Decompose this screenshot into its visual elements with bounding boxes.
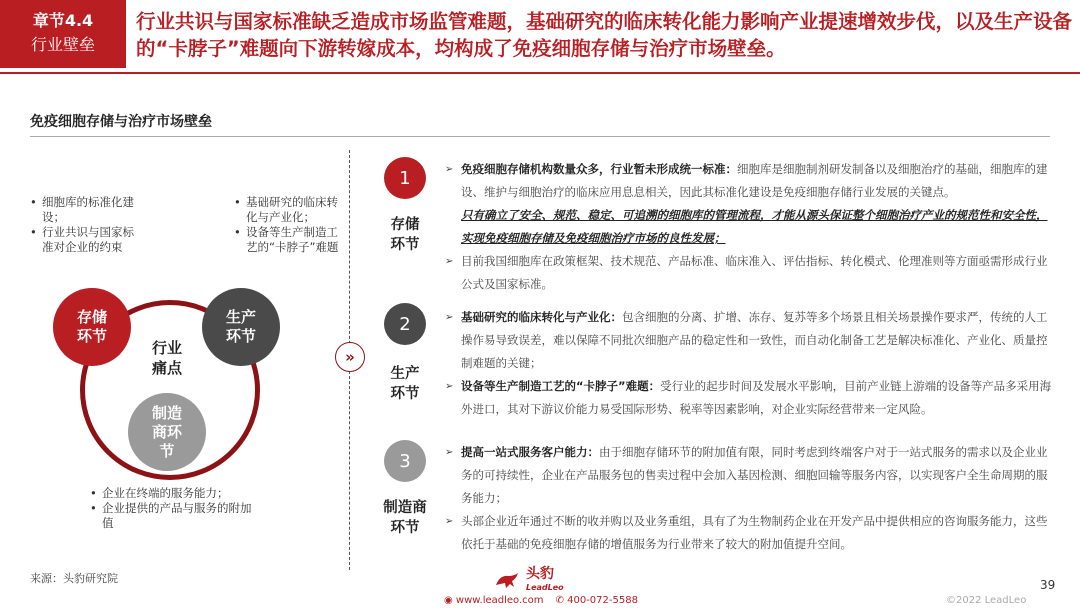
desc-item xyxy=(445,441,1055,510)
leopard-logo-icon xyxy=(494,571,520,591)
section-title: 免疫细胞存储与治疗市场壁垒 xyxy=(30,114,212,130)
desc-item-title: 免疫细胞存储机构数量众多，行业暂未形成统一标准： xyxy=(461,162,737,176)
chapter-badge xyxy=(0,0,126,68)
note-manufacturer xyxy=(90,486,260,531)
desc-item-title: 提高一站式服务客户能力： xyxy=(461,445,599,459)
step-2-circle xyxy=(384,303,426,345)
desc-highlight: 只有确立了安全、规范、稳定、可追溯的细胞库的管理流程，才能从源头保证整个细胞治疗产业的规范性和安全性，实现免疫细胞存储及免疫细胞治疗市场的良性发展； xyxy=(461,208,1048,245)
header-divider xyxy=(0,72,1080,74)
chapter-subtitle: 行业壁垒 xyxy=(30,35,95,54)
page-number: 39 xyxy=(1040,578,1056,592)
desc-item-text: 目前我国细胞库在政策框架、技术规范、产品标准、临床准入、评估指标、转化模式、伦理准则等方面亟需形成行业公式及国家标准。 xyxy=(461,254,1048,291)
step-2-label xyxy=(370,364,440,404)
desc-item-text: 细胞库是细胞制剂研发制备以及细胞治疗的基础，细胞库的建设、维护与细胞治疗的临床应用息息相关，因此其标准化建设是免疫细胞存储行业发展的关键点。 xyxy=(461,162,1048,199)
desc-item xyxy=(445,250,1055,296)
step-3-description xyxy=(445,441,1055,556)
chapter-number: 章节4.4 xyxy=(32,11,94,30)
page-title: 行业共识与国家标准缺乏造成市场监管难题，基础研究的临床转化能力影响产业提速增效步伐，以及生产设备的“卡脖子”难题向下游转嫁成本，均构成了免疫细胞存储与治疗市场壁垒。 xyxy=(136,10,1073,60)
leadleo-logo xyxy=(494,567,564,595)
step-3-label xyxy=(370,498,440,538)
phone-text: 400-072-5588 xyxy=(567,595,638,606)
source-note: 来源：头豹研究院 xyxy=(30,572,118,585)
note-item: • 设备等生产制造工艺的“卡脖子”难题 xyxy=(234,225,342,255)
step-1-label xyxy=(370,215,440,255)
note-item: • 基础研究的临床转化与产业化； xyxy=(234,195,342,225)
step-3-circle xyxy=(384,440,426,482)
step-2-description xyxy=(445,306,1055,421)
note-item: • 企业提供的产品与服务的附加值 xyxy=(90,501,260,531)
note-item: • 行业共识与国家标准对企业的约束 xyxy=(30,225,140,255)
desc-item xyxy=(445,510,1055,556)
center-label-text: 行业 痛点 xyxy=(151,339,182,377)
node-storage xyxy=(53,288,131,366)
step-label-text: 生产 环节 xyxy=(390,366,420,402)
brand-cn: 头豹 xyxy=(526,566,554,582)
double-chevron-right-icon: » xyxy=(335,342,365,372)
section-divider xyxy=(30,136,1050,137)
desc-item-title: 基础研究的临床转化与产业化： xyxy=(461,310,622,324)
node-manufacturer xyxy=(128,393,206,471)
website-text: www.leadleo.com xyxy=(455,595,544,606)
node-manufacturer-label: 制造 商环 节 xyxy=(151,403,182,460)
phone-number: ✆ 400-072-5588 xyxy=(555,595,638,606)
node-storage-label: 存储 环节 xyxy=(76,308,107,345)
desc-item-text: 由于细胞存储环节的附加值有限，同时考虑到终端客户对于一站式服务的需求以及企业业务的可持续性，企业在产品服务包的售卖过程中会加入基因检测、细胞回输等服务内容，以实现客户全生命周期的服务能力； xyxy=(461,445,1048,505)
desc-item-text: 受行业的起步时间及发展水平影响，目前产业链上游端的设备等产品多采用海外进口，其对下游议价能力易受国际形势、税率等因素影响，对企业实际经营带来一定风险。 xyxy=(461,379,1052,416)
note-item: • 细胞库的标准化建设； xyxy=(30,195,140,225)
website-link[interactable]: ◉ www.leadleo.com xyxy=(444,595,544,606)
note-production xyxy=(234,195,342,255)
desc-item xyxy=(445,375,1055,421)
desc-item xyxy=(445,158,1055,204)
node-production-label: 生产 环节 xyxy=(225,308,256,345)
brand-en: LeadLeo xyxy=(526,583,564,592)
desc-item xyxy=(445,306,1055,375)
node-production xyxy=(202,288,280,366)
cycle-center-label xyxy=(147,338,187,378)
footer-contact xyxy=(444,595,638,606)
desc-item-title: 设备等生产制造工艺的“卡脖子”难题： xyxy=(461,379,661,393)
desc-item-text: 头部企业近年通过不断的收并购以及业务重组，具有了为生物制药企业在开发产品中提供相应的咨询服务能力，这些依托于基础的免疫细胞存储的增值服务为行业带来了较大的附加值提升空间。 xyxy=(461,514,1048,551)
note-storage xyxy=(30,195,140,255)
step-number: 2 xyxy=(399,313,411,335)
copyright: ©2022 LeadLeo xyxy=(946,595,1027,606)
step-1-circle xyxy=(384,157,426,199)
step-1-description xyxy=(445,158,1055,296)
step-number: 1 xyxy=(399,167,411,189)
note-item: • 企业在终端的服务能力； xyxy=(90,486,260,501)
brand-name xyxy=(526,567,564,595)
step-label-text: 制造商 环节 xyxy=(383,500,427,536)
step-label-text: 存储 环节 xyxy=(390,217,420,253)
step-number: 3 xyxy=(399,450,411,472)
desc-item-text: 包含细胞的分离、扩增、冻存、复苏等多个场景且相关场景操作要求严，传统的人工操作易导致误差，难以保障不同批次细胞产品的稳定性和一致性，而自动化制备工艺是解决标准化、产业化、质量控制难题的关键； xyxy=(461,310,1048,370)
